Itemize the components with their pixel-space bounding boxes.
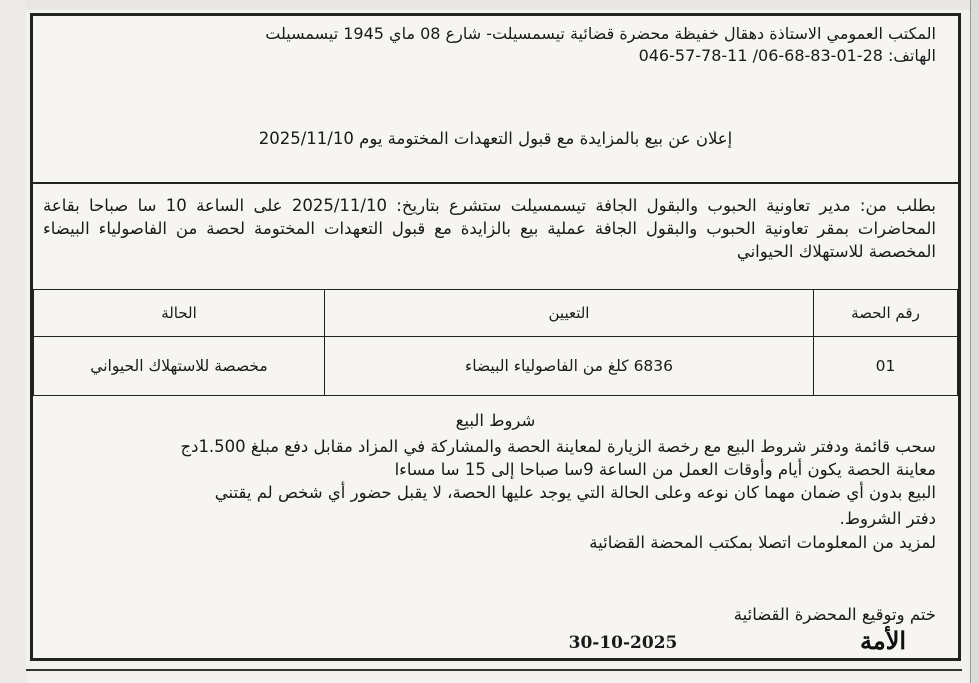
- condition-line: البيع بدون أي ضمان مهما كان نوعه وعلى الحالة التي يوجد عليها الحصة، لا يقبل حضور أي شخص لم يقتني: [214, 483, 936, 502]
- table-header-row: [34, 290, 958, 337]
- office-phone: الهاتف: 28-01-83-68-06/ 11-78-57-046: [638, 46, 936, 65]
- adjacent-page-edge: [970, 0, 979, 683]
- cell-designation: 6836 كلغ من الفاصولياء البيضاء: [325, 337, 814, 396]
- notice-title: إعلان عن بيع بالمزايدة مع قبول التعهدات المختومة يوم 2025/11/10: [258, 129, 733, 148]
- cell-status: مخصصة للاستهلاك الحيواني: [34, 337, 325, 396]
- header-designation: التعيين: [325, 290, 814, 337]
- office-address: المكتب العمومي الاستاذة دهقال خفيظة محضرة قضائية تيسمسيلت- شارع 08 ماي 1945 تيسمسيلت: [265, 24, 936, 43]
- table-row: [34, 337, 958, 396]
- header-status: الحالة: [34, 290, 325, 337]
- legal-notice-frame: [30, 13, 961, 661]
- condition-line: سحب قائمة ودفتر شروط البيع مع رخصة الزيارة لمعاينة الحصة والمشاركة في المزاد مقابل دفع مبلغ 1.500دج: [180, 437, 936, 456]
- cell-lot-number: 01: [814, 337, 958, 396]
- condition-line: معاينة الحصة يكون أيام وأوقات العمل من الساعة 9سا صباحا إلى 15 سا مساءا: [394, 460, 936, 479]
- divider: [33, 182, 958, 184]
- page-top-strip: [0, 0, 979, 10]
- adjacent-column-edge: [0, 0, 26, 683]
- publication-date: 30-10-2025: [568, 633, 678, 653]
- lots-table: [33, 289, 958, 396]
- conditions-title: شروط البيع: [455, 411, 536, 430]
- notice-body: بطلب من: مدير تعاونية الحبوب والبقول الجافة تيسمسيلت ستشرع بتاريخ: 2025/11/10 على الساعة 10 سا صباحا بقاعة المحاضرات بمقر تعاونية الحبوب والبقول الجافة عملية بيع بالزايدة مع قبول التعهدات المختومة لحصة من الفاصولياء البيضاء المخصصة للاستهلاك الحيواني: [43, 196, 936, 261]
- condition-line: دفتر الشروط.: [839, 509, 936, 528]
- newspaper-logo: الأمة: [859, 625, 907, 655]
- header-lot-number: رقم الحصة: [814, 290, 958, 337]
- bottom-rule: [26, 669, 962, 677]
- condition-line: لمزيد من المعلومات اتصلا بمكتب المحضة القضائية: [589, 533, 936, 552]
- signature-line: ختم وتوقيع المحضرة القضائية: [733, 605, 936, 624]
